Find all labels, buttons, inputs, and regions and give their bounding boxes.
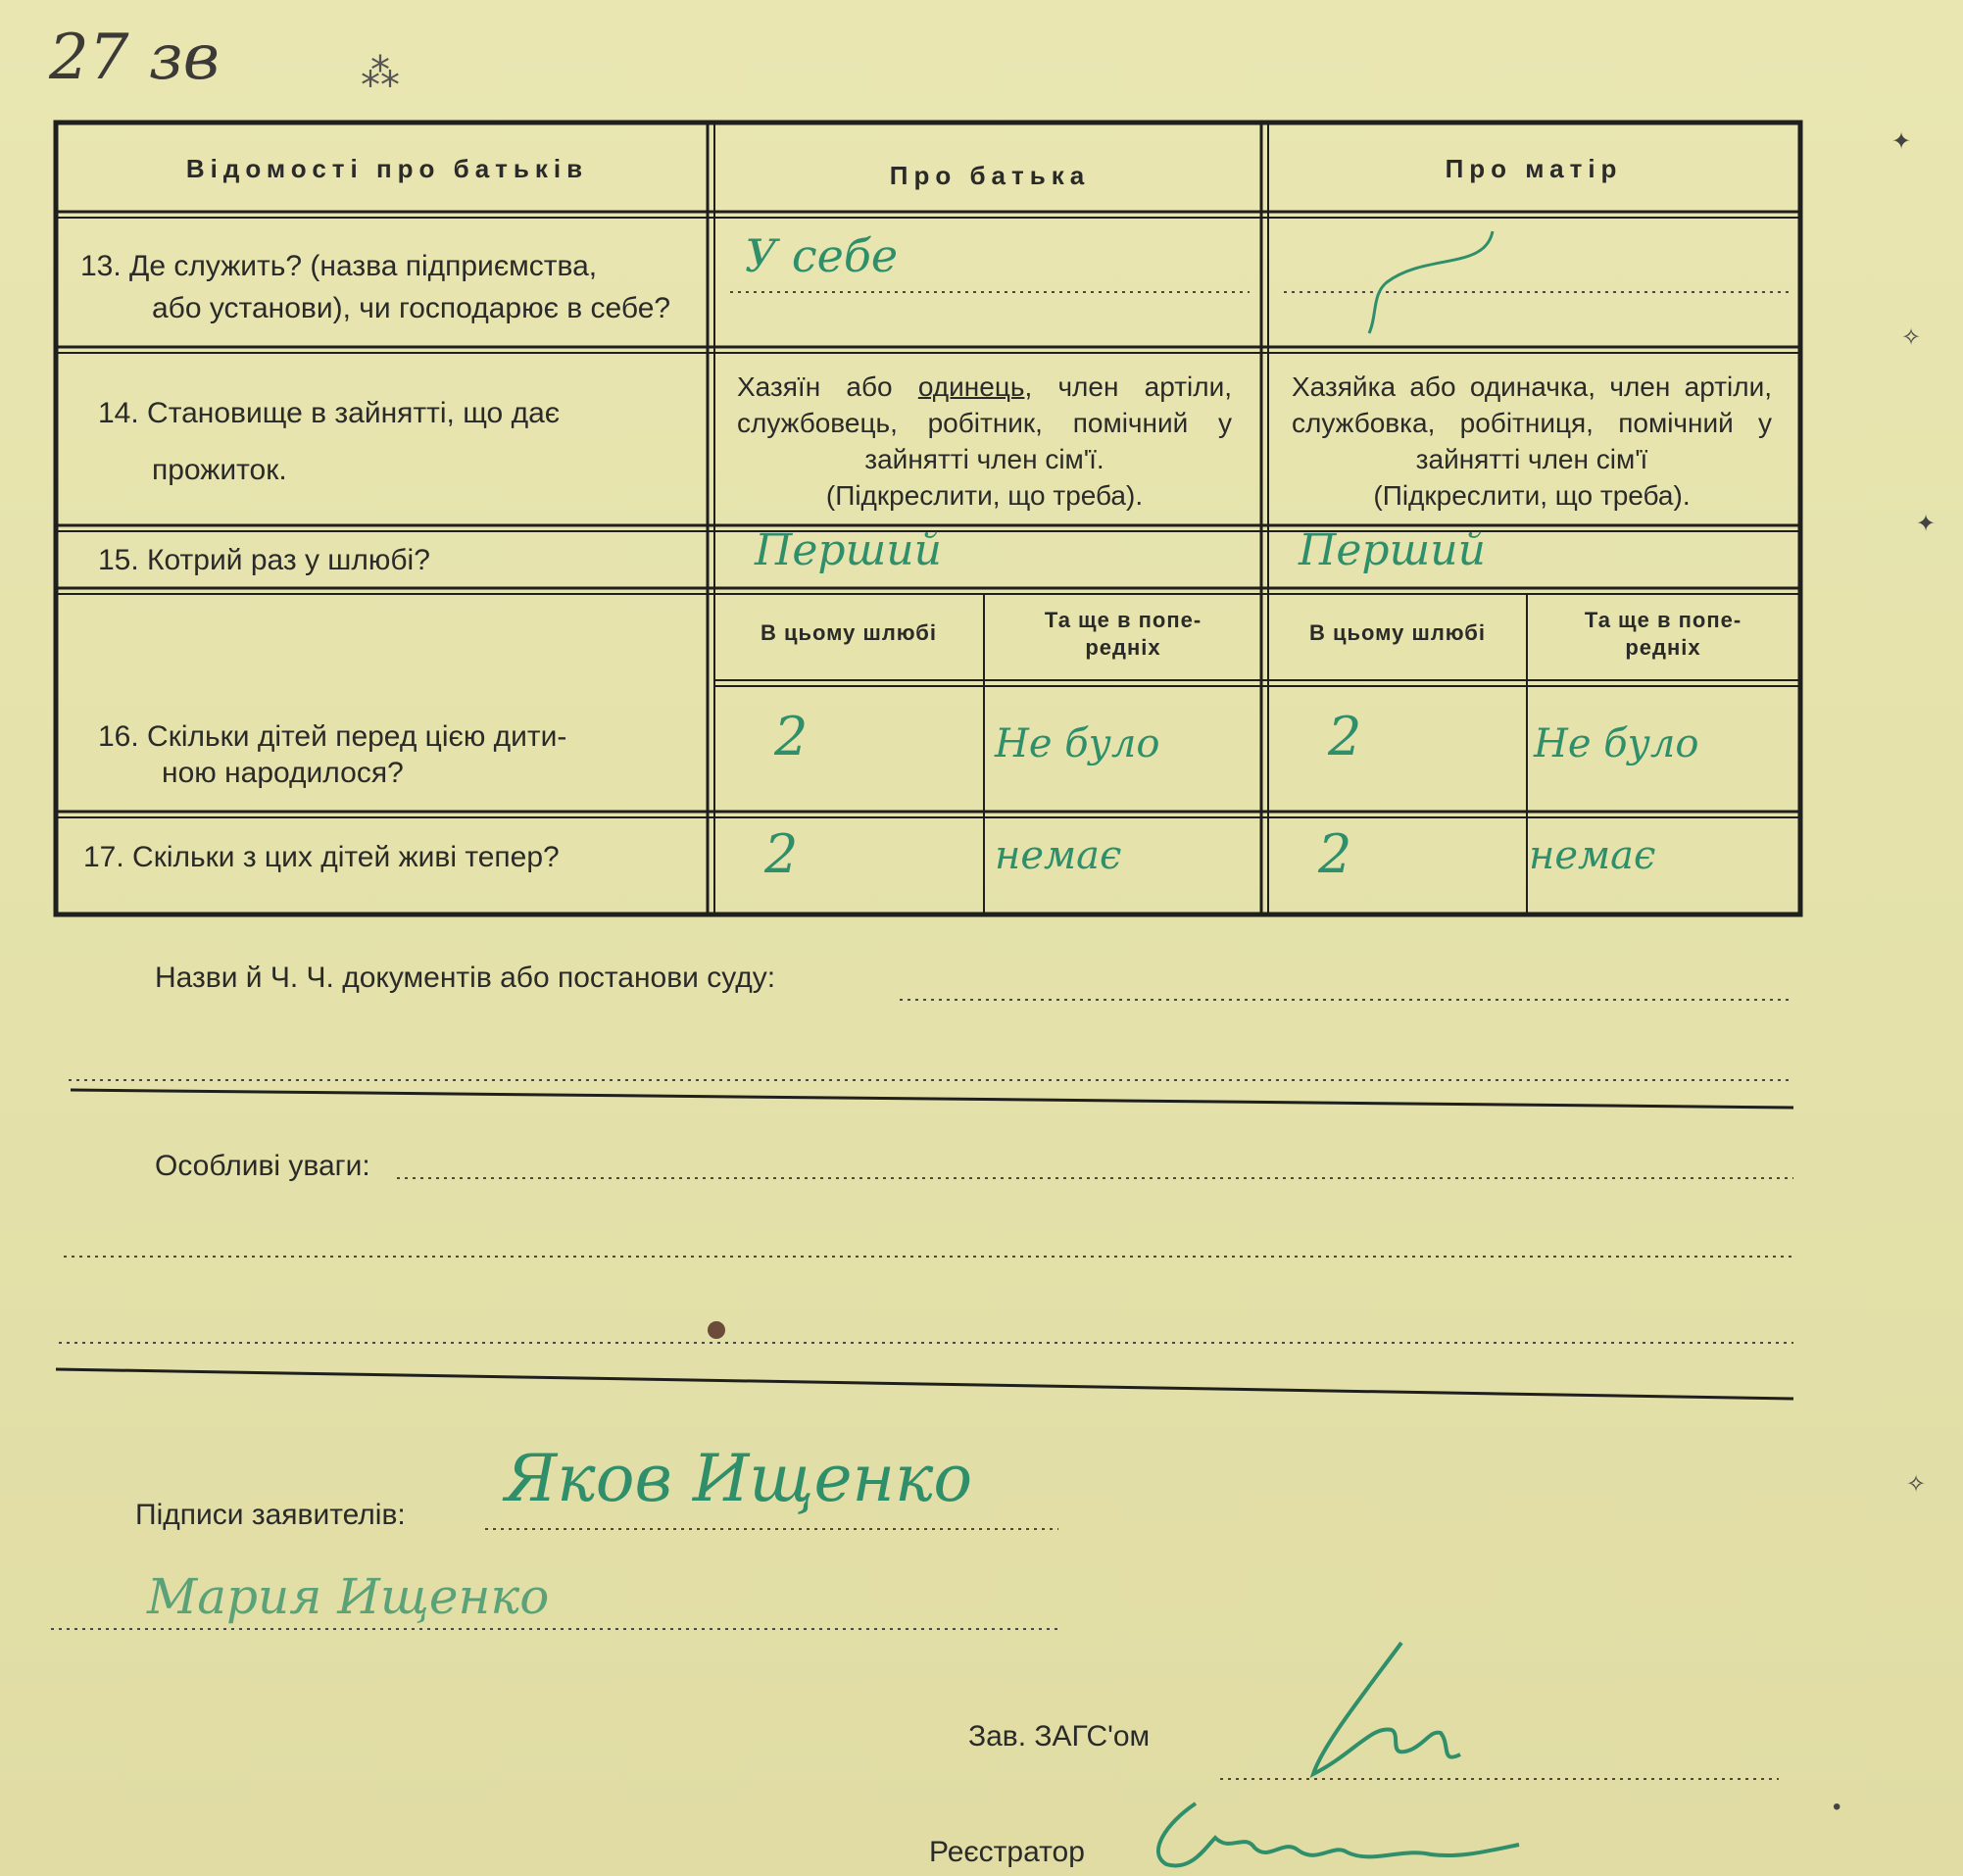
row14-father-options bbox=[737, 369, 1232, 514]
subheader-father-prev-line1: Та ще в попе- bbox=[1044, 608, 1202, 632]
row14-father-note: (Підкреслити, що треба). bbox=[825, 480, 1144, 511]
row15-father-entry: Перший bbox=[755, 525, 942, 575]
page-number: 27 зв bbox=[49, 22, 220, 94]
zags-head-label: Зав. ЗАГС'ом bbox=[968, 1720, 1151, 1753]
remarks-label: Особливі уваги: bbox=[155, 1150, 370, 1182]
paper-mark: ✧ bbox=[1901, 324, 1922, 351]
signature-applicant-2: Мария Ищенко bbox=[147, 1568, 550, 1625]
row14-label-line1: 14. Становище в зайнятті, що дає bbox=[98, 397, 561, 429]
row17-father-this: 2 bbox=[764, 823, 799, 885]
row14-mother-text: Хазяйка або одиначка, член артіли, службовка, робітниця, помічний у зайнятті член сім'ї bbox=[1292, 371, 1772, 474]
row14-label-line2: прожиток. bbox=[152, 454, 287, 486]
signatures-label: Підписи заявителів: bbox=[135, 1499, 406, 1531]
header-mother: Про матір bbox=[1445, 154, 1623, 183]
zags-head-signature bbox=[1294, 1637, 1470, 1794]
paper-mark: ✦ bbox=[1916, 511, 1937, 537]
paper-mark: ✧ bbox=[1906, 1471, 1927, 1498]
row17-mother-this: 2 bbox=[1318, 823, 1352, 885]
row16-father-this: 2 bbox=[774, 706, 809, 767]
row16-mother-prev: Не було bbox=[1534, 721, 1699, 766]
subheader-mother-prev-line2: редніх bbox=[1625, 635, 1701, 660]
subheader-mother-prev-line1: Та ще в попе- bbox=[1584, 608, 1742, 632]
row15-label: 15. Котрий раз у шлюбі? bbox=[98, 544, 430, 576]
row16-label-line1: 16. Скільки дітей перед цією дити- bbox=[98, 720, 567, 753]
row14-father-rest: , член артіли, службовець, робітник, помічний у зайнятті член сім'ї. bbox=[737, 371, 1232, 474]
signature-applicant-1: Яков Ищенко bbox=[505, 1441, 973, 1516]
header-parents-info: Відомості про батьків bbox=[185, 154, 589, 183]
row13-label-line1: 13. Де служить? (назва підприємства, bbox=[80, 250, 598, 282]
row13-mother-dash bbox=[1367, 223, 1504, 341]
row14-father-prefix: Хазяїн або bbox=[737, 371, 918, 402]
row17-father-prev: немає bbox=[995, 833, 1122, 878]
subheader-father-previous bbox=[988, 607, 1258, 662]
row15-mother-entry: Перший bbox=[1299, 525, 1486, 575]
row14-mother-options bbox=[1292, 369, 1772, 514]
row13-label-line2: або установи), чи господарює в себе? bbox=[152, 292, 671, 324]
row13-father-entry: У себе bbox=[745, 229, 899, 282]
registrar-label: Реєстратор bbox=[929, 1836, 1085, 1868]
registrar-signature bbox=[1137, 1794, 1529, 1876]
subheader-mother-this-marriage: В цьому шлюбі bbox=[1308, 620, 1487, 645]
row14-father-underlined: одинець bbox=[917, 371, 1025, 402]
subheader-father-prev-line2: редніх bbox=[1085, 635, 1161, 660]
subheader-father-this-marriage: В цьому шлюбі bbox=[760, 620, 938, 645]
paper-mark: ✦ bbox=[1891, 128, 1912, 155]
row17-mother-prev: немає bbox=[1529, 833, 1656, 878]
row16-mother-this: 2 bbox=[1328, 706, 1362, 767]
header-father: Про батька bbox=[889, 161, 1091, 190]
subheader-mother-previous bbox=[1531, 607, 1795, 662]
paper-mark: • bbox=[1833, 1794, 1841, 1820]
ink-stain bbox=[708, 1321, 725, 1339]
row17-label: 17. Скільки з цих дітей живі тепер? bbox=[83, 841, 560, 873]
corner-mark: ⁂ bbox=[361, 52, 400, 95]
documents-label: Назви й Ч. Ч. документів або постанови суду: bbox=[155, 962, 776, 994]
row16-father-prev: Не було bbox=[995, 721, 1160, 766]
row16-label-line2: ною народилося? bbox=[162, 757, 404, 789]
row14-mother-note: (Підкреслити, що треба). bbox=[1373, 480, 1691, 511]
